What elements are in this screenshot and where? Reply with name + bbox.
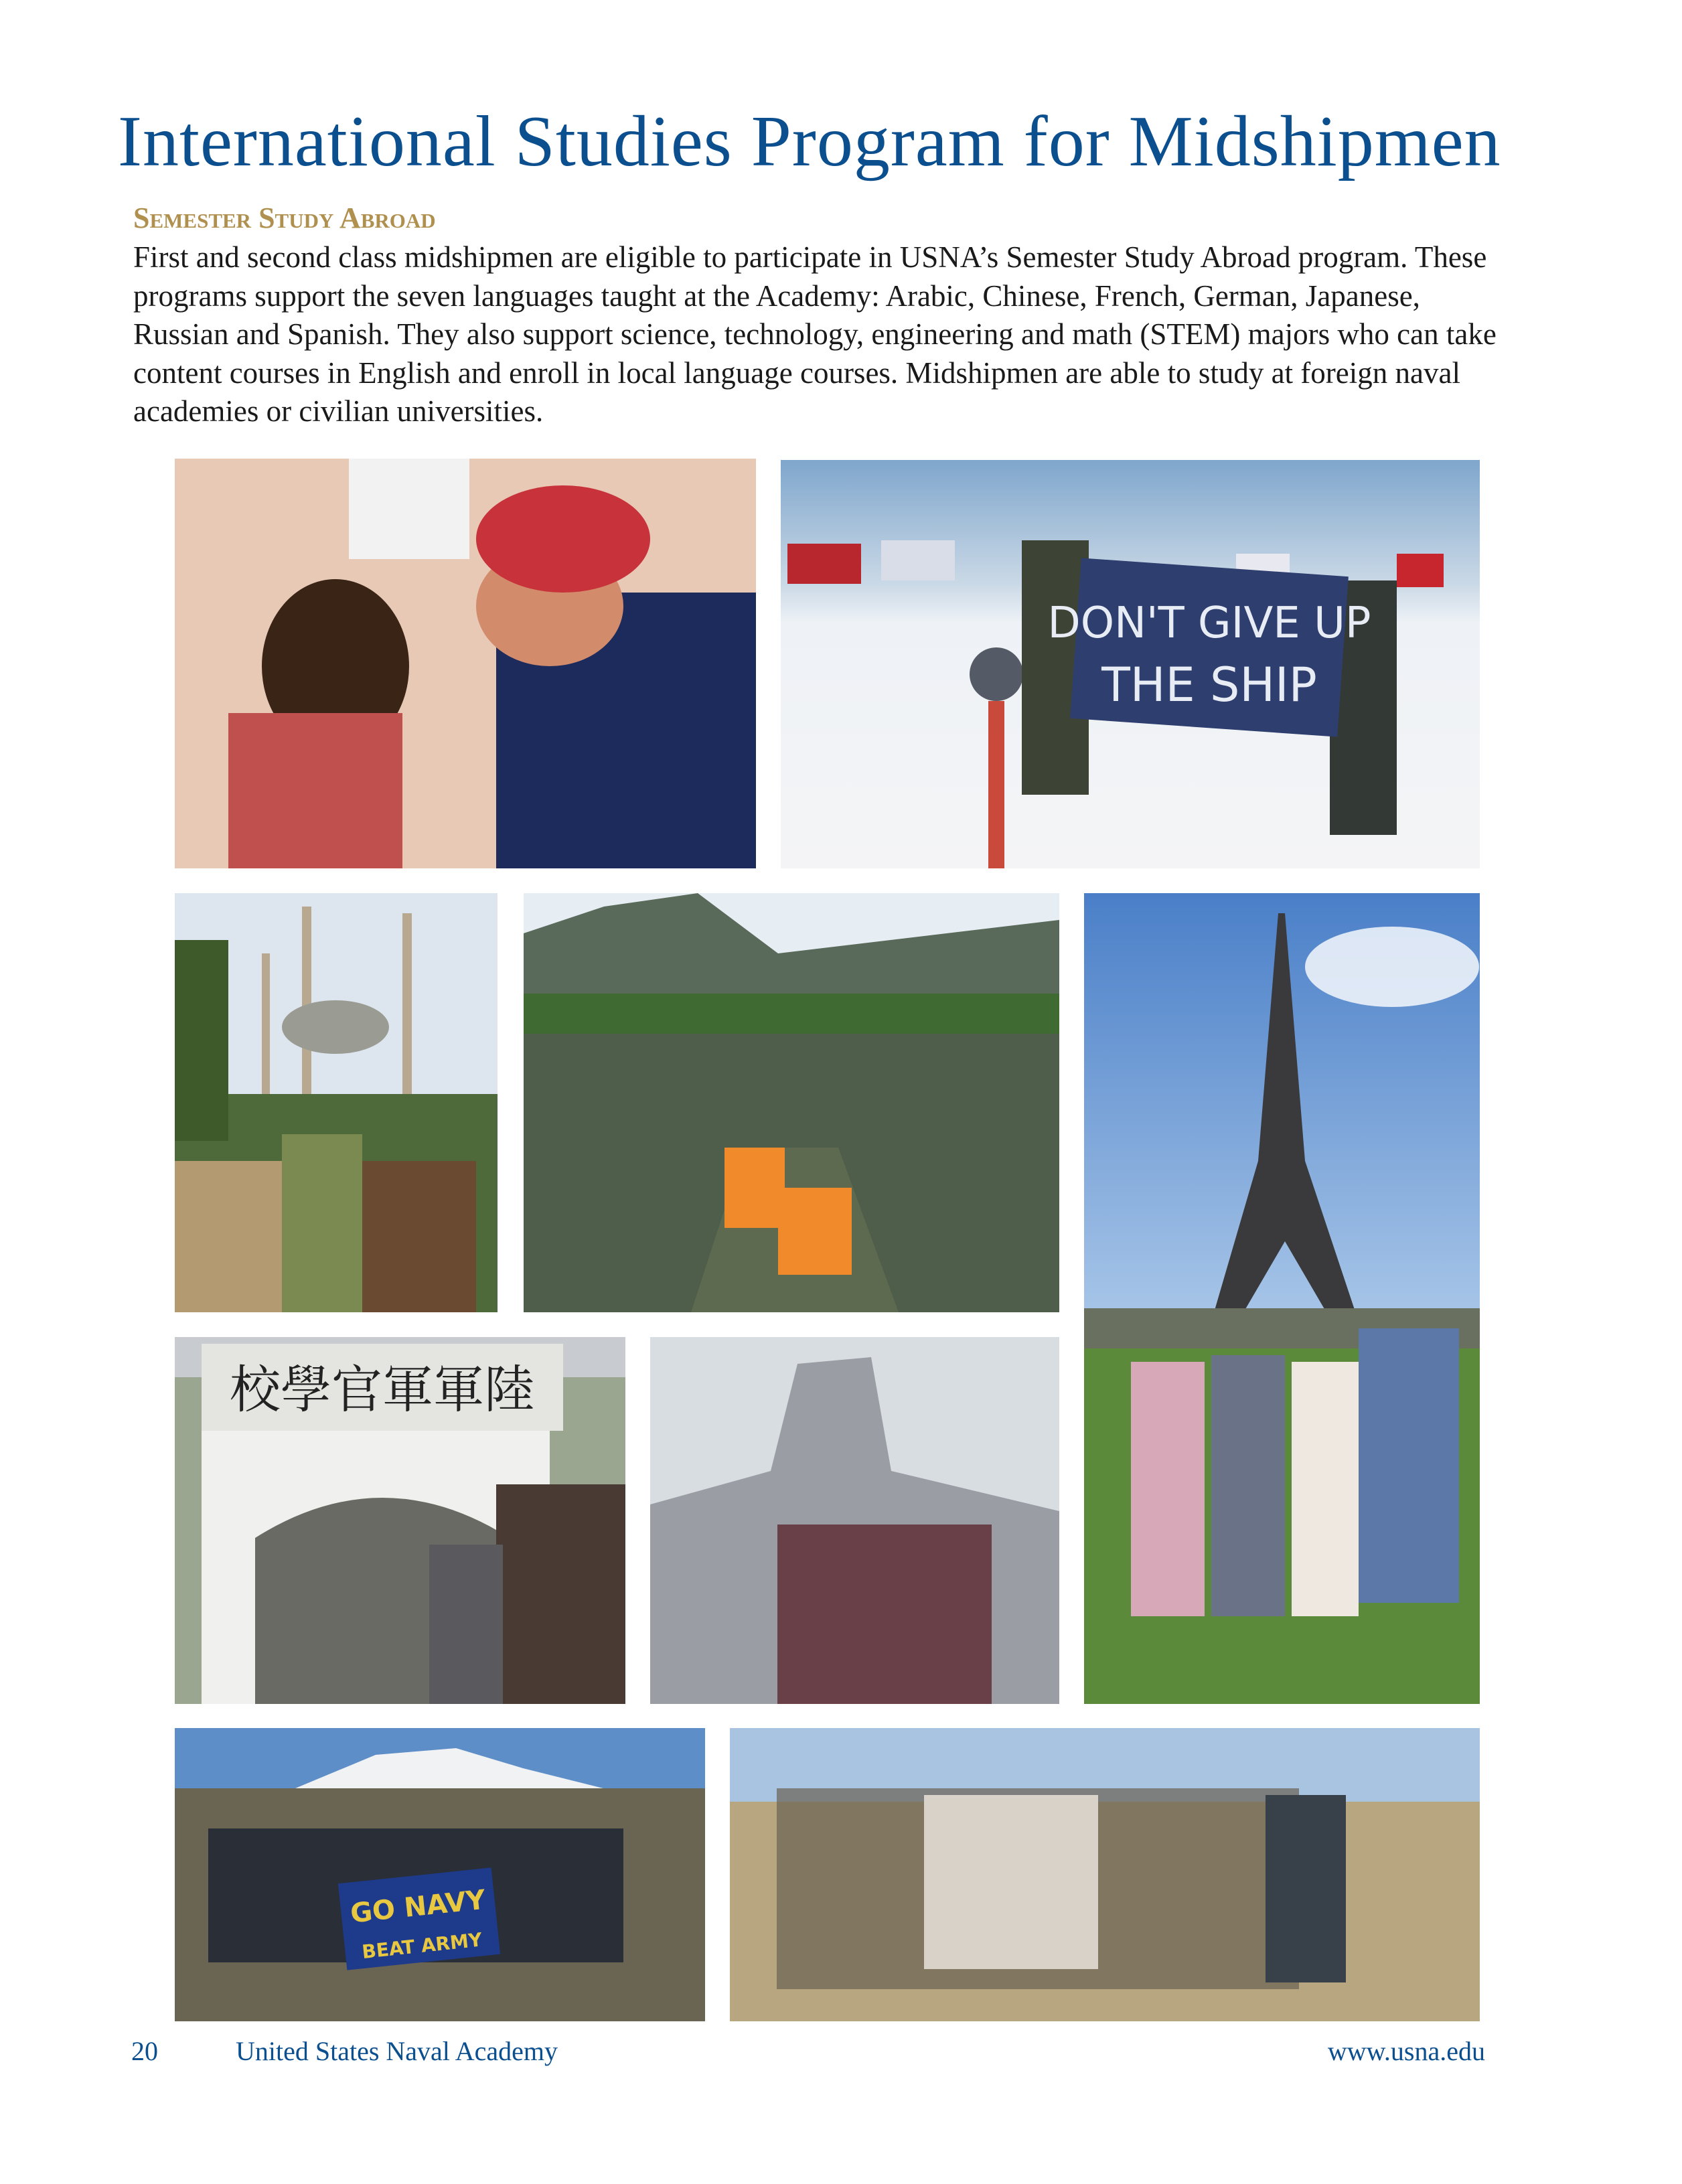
gate-sign-text: 校學官軍軍陸	[230, 1360, 535, 1419]
photo-military-academy-gate	[175, 1337, 625, 1704]
navy-banner-text-2: BEAT ARMY	[360, 1928, 483, 1964]
section-heading: Semester Study Abroad	[133, 202, 436, 234]
photo-eiffel-tower	[1084, 893, 1480, 1704]
photo-go-navy-banner	[175, 1728, 705, 2021]
page-title: International Studies Program for Midshipmen	[118, 102, 1501, 181]
photo-ship-banner	[781, 460, 1480, 868]
photo-statue	[650, 1337, 1059, 1704]
footer-publication: United States Naval Academy	[236, 2036, 558, 2066]
navy-banner-text-1: GO NAVY	[349, 1884, 487, 1930]
footer-url[interactable]: www.usna.edu	[1327, 2036, 1485, 2066]
photo-horse-riders	[730, 1728, 1480, 2021]
body-paragraph: First and second class midshipmen are eligible to participate in USNA’s Semester Study Abroad program. These programs support the seven languages taught at the Academy: Arabic, Chinese, French, German, Japanese, Russian and Spanish. They also support science, technology, engineering and math (STEM) majors who can take content courses in English and enroll in local language courses. Midshipmen are able to study at foreign naval academies or civilian universities.	[133, 240, 1497, 428]
photo-river-boats	[524, 893, 1059, 1312]
page-number: 20	[131, 2036, 158, 2066]
ship-banner-text-2: THE SHIP	[1101, 657, 1317, 712]
ship-banner-text-1: DON'T GIVE UP	[1047, 599, 1371, 648]
photo-mosque	[175, 893, 498, 1312]
photo-keffiyeh	[175, 459, 756, 868]
